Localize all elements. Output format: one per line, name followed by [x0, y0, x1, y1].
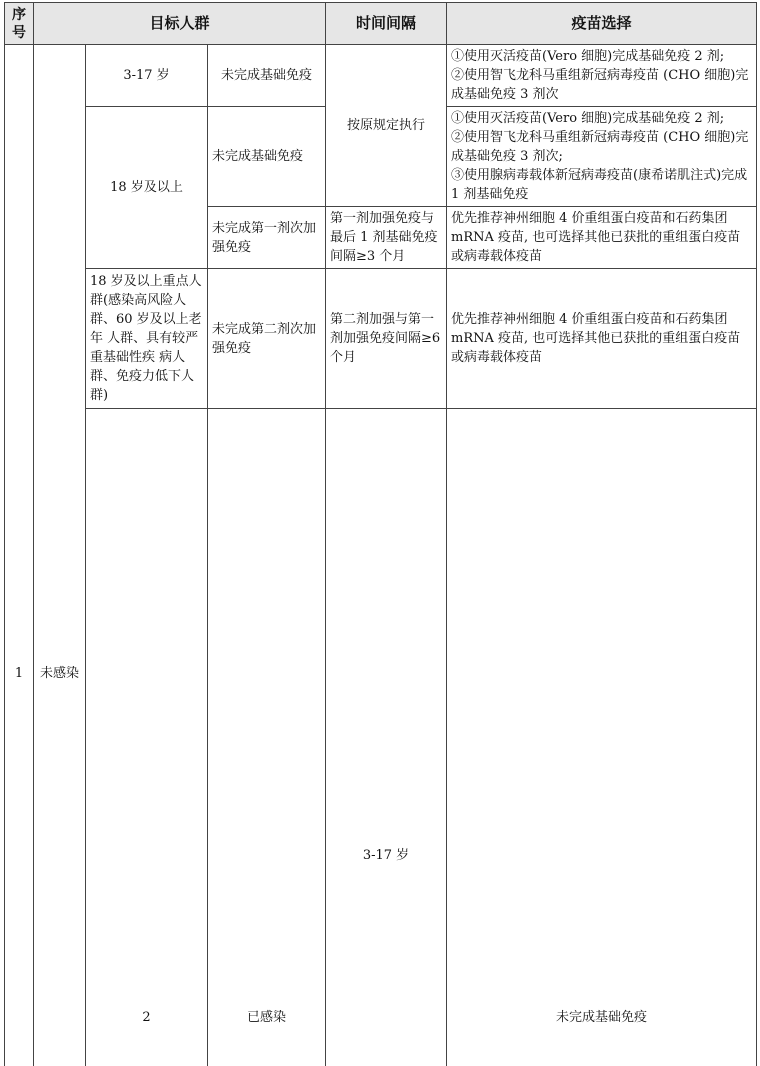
vaccine-cell: 优先推荐神州细胞 4 价重组蛋白疫苗和石药集团 mRNA 疫苗, 也可选择其他已获批的重组蛋白疫苗或病毒载体疫苗	[447, 207, 757, 269]
vaccine-cell: ①使用灭活疫苗(Vero 细胞)完成基础免疫 2 剂; ②使用智飞龙科马重组新冠病毒疫苗 (CHO 细胞)完成基础免疫 3 剂次	[447, 45, 757, 107]
header-vaccine: 疫苗选择	[447, 3, 757, 45]
table-row	[5, 269, 757, 409]
interval-cell: 第二剂加强与第一剂加强免疫间隔≥6 个月	[326, 269, 447, 409]
group-status: 未感染	[34, 45, 86, 1066]
group-seq: 2	[86, 409, 208, 1066]
table-row	[5, 409, 757, 1066]
group-seq: 1	[5, 45, 34, 1066]
vaccine-cell: 优先推荐神州细胞 4 价重组蛋白疫苗和石药集团 mRNA 疫苗, 也可选择其他已获批的重组蛋白疫苗或病毒载体疫苗	[447, 269, 757, 409]
interval-cell: 第一剂加强免疫与最后 1 剂基础免疫间隔≥3 个月	[326, 207, 447, 269]
stage-cell: 未完成第一剂次加强免疫	[208, 207, 326, 269]
age-cell: 18 岁及以上重点人群(感染高风险人群、60 岁及以上老年 人群、具有较严重基础性疾 病人群、免疫力低下人群)	[86, 269, 208, 409]
table-row	[5, 45, 757, 107]
group-status: 已感染	[208, 409, 326, 1066]
age-cell: 3-17 岁	[86, 45, 208, 107]
stage-cell: 未完成基础免疫	[447, 409, 757, 1066]
header-target: 目标人群	[34, 3, 326, 45]
age-cell: 18 岁及以上	[86, 107, 208, 269]
vaccine-cell: ①使用灭活疫苗(Vero 细胞)完成基础免疫 2 剂; ②使用智飞龙科马重组新冠病毒疫苗 (CHO 细胞)完成基础免疫 3 剂次; ③使用腺病毒载体新冠病毒疫苗(康希诺肌注式)完成 1 剂基础免疫	[447, 107, 757, 207]
stage-cell: 未完成基础免疫	[208, 107, 326, 207]
stage-cell: 未完成基础免疫	[208, 45, 326, 107]
header-seq: 序 号	[5, 3, 34, 45]
age-cell: 3-17 岁	[326, 409, 447, 1066]
header-row	[5, 3, 757, 45]
header-interval: 时间间隔	[326, 3, 447, 45]
stage-cell: 未完成第二剂次加强免疫	[208, 269, 326, 409]
vaccination-table	[4, 2, 757, 1066]
interval-cell: 按原规定执行	[326, 45, 447, 207]
